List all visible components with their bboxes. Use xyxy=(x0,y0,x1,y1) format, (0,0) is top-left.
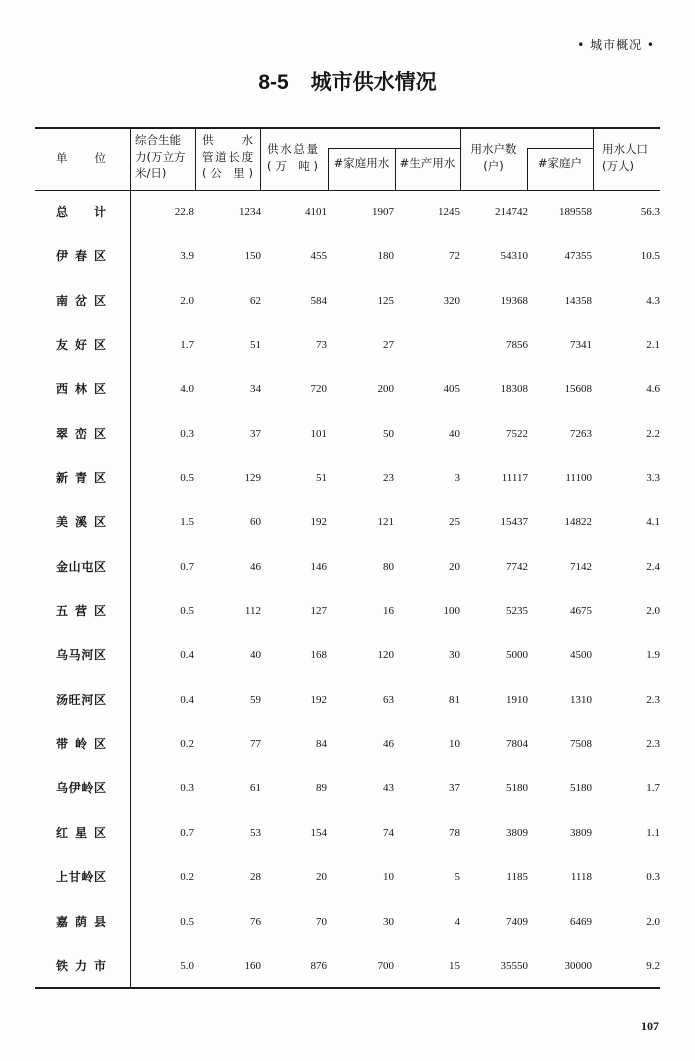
table-row xyxy=(0,633,695,677)
cell-production-water: 10 xyxy=(449,738,460,751)
table-row xyxy=(0,766,695,810)
cell-capacity: 2.0 xyxy=(180,294,194,307)
cell-household-water: 120 xyxy=(377,649,394,662)
cell-household-water: 10 xyxy=(383,871,394,884)
cell-household-water: 121 xyxy=(377,516,394,529)
table-row xyxy=(0,589,695,633)
cell-pipe-length: 51 xyxy=(250,339,261,352)
cell-household-water: 43 xyxy=(383,782,394,795)
header-user-households xyxy=(460,141,527,174)
cell-family-households: 7142 xyxy=(570,560,592,573)
section-header: • 城市概况 • xyxy=(577,38,655,52)
header-line: (万 吨) xyxy=(267,158,318,173)
row-label: 美 溪 区 xyxy=(56,515,106,530)
header-population xyxy=(602,141,658,174)
cell-family-households: 3809 xyxy=(570,826,592,839)
cell-total-supply: 876 xyxy=(310,959,327,972)
cell-household-water: 50 xyxy=(383,427,394,440)
cell-total-supply: 70 xyxy=(316,915,327,928)
cell-family-households: 4500 xyxy=(570,649,592,662)
cell-total-supply: 101 xyxy=(310,427,327,440)
cell-user-households: 7804 xyxy=(506,738,528,751)
header-line: 用水户数 xyxy=(470,142,517,156)
header-family-households xyxy=(527,155,593,172)
cell-capacity: 4.0 xyxy=(180,383,194,396)
cell-pipe-length: 112 xyxy=(244,605,261,618)
cell-household-water: 1907 xyxy=(372,206,394,218)
header-line: 管道长度 xyxy=(202,149,253,164)
cell-household-water: 74 xyxy=(383,826,394,839)
cell-household-water: 63 xyxy=(383,693,394,706)
cell-production-water: 78 xyxy=(449,826,460,839)
header-pipe-length xyxy=(202,132,253,182)
row-label: 金山屯区 xyxy=(56,559,106,574)
row-label: 五 营 区 xyxy=(56,604,106,619)
header-unit xyxy=(56,150,106,167)
row-label: 带 岭 区 xyxy=(56,737,106,752)
cell-population: 2.3 xyxy=(646,693,660,706)
cell-pipe-length: 28 xyxy=(250,871,261,884)
column-divider xyxy=(593,128,594,190)
cell-capacity: 0.2 xyxy=(180,738,194,751)
cell-population: 10.5 xyxy=(640,250,660,263)
cell-family-households: 1118 xyxy=(570,871,592,884)
header-line: #生产用水 xyxy=(399,156,456,170)
cell-family-households: 30000 xyxy=(564,959,592,972)
cell-capacity: 0.7 xyxy=(180,560,194,573)
header-line: 米/日) xyxy=(135,166,167,180)
cell-pipe-length: 59 xyxy=(250,693,261,706)
row-label: 乌伊岭区 xyxy=(56,781,106,796)
table-top-rule xyxy=(35,127,660,129)
cell-production-water: 5 xyxy=(454,871,460,884)
cell-production-water: 100 xyxy=(443,605,460,618)
cell-user-households: 19368 xyxy=(500,294,528,307)
header-capacity xyxy=(135,132,195,182)
cell-pipe-length: 160 xyxy=(244,959,261,972)
cell-population: 2.3 xyxy=(646,738,660,751)
header-line: (公 里) xyxy=(202,166,253,180)
cell-capacity: 1.5 xyxy=(180,516,194,529)
row-label: 新 青 区 xyxy=(56,471,106,486)
cell-family-households: 15608 xyxy=(564,383,592,396)
table-title: 城市供水情况 xyxy=(310,70,437,94)
cell-household-water: 125 xyxy=(377,294,394,307)
cell-production-water: 30 xyxy=(449,649,460,662)
table-row xyxy=(0,855,695,899)
header-line: (户) xyxy=(483,158,504,173)
cell-family-households: 14822 xyxy=(564,516,592,529)
cell-user-households: 7742 xyxy=(506,560,528,573)
row-label: 乌马河区 xyxy=(56,648,106,663)
header-line: 用水人口 xyxy=(602,142,648,156)
cell-pipe-length: 34 xyxy=(250,383,261,396)
cell-user-households: 214742 xyxy=(495,206,528,218)
cell-total-supply: 51 xyxy=(316,472,327,485)
page-number: 107 xyxy=(641,1019,659,1033)
cell-capacity: 1.7 xyxy=(180,339,194,352)
cell-population: 0.3 xyxy=(646,871,660,884)
cell-family-households: 14358 xyxy=(564,294,592,307)
cell-user-households: 3809 xyxy=(506,826,528,839)
cell-user-households: 18308 xyxy=(500,383,528,396)
header-line: 供 水 xyxy=(202,133,253,147)
row-label: 友 好 区 xyxy=(56,338,106,353)
cell-capacity: 0.5 xyxy=(180,915,194,928)
cell-production-water: 20 xyxy=(449,560,460,573)
cell-total-supply: 20 xyxy=(316,871,327,884)
header-line: #家庭户 xyxy=(537,156,583,170)
table-row xyxy=(0,944,695,988)
cell-capacity: 0.4 xyxy=(180,649,194,662)
cell-production-water: 81 xyxy=(449,693,460,706)
cell-capacity: 0.5 xyxy=(180,605,194,618)
header-line: 供水总量 xyxy=(267,142,318,156)
cell-pipe-length: 1234 xyxy=(239,206,261,218)
cell-pipe-length: 61 xyxy=(250,782,261,795)
cell-total-supply: 127 xyxy=(310,605,327,618)
cell-total-supply: 89 xyxy=(316,782,327,795)
cell-pipe-length: 40 xyxy=(250,649,261,662)
cell-production-water: 4 xyxy=(454,915,460,928)
cell-total-supply: 4101 xyxy=(305,206,327,218)
row-label: 总 计 xyxy=(56,205,106,219)
cell-family-households: 7341 xyxy=(570,339,592,352)
cell-total-supply: 73 xyxy=(316,339,327,352)
cell-production-water: 405 xyxy=(443,383,460,396)
table-row xyxy=(0,367,695,411)
cell-production-water: 25 xyxy=(449,516,460,529)
cell-pipe-length: 129 xyxy=(244,472,261,485)
cell-household-water: 16 xyxy=(383,605,394,618)
cell-population: 3.3 xyxy=(646,472,660,485)
cell-capacity: 5.0 xyxy=(180,959,194,972)
cell-pipe-length: 37 xyxy=(250,427,261,440)
cell-capacity: 0.4 xyxy=(180,693,194,706)
row-label: 红 星 区 xyxy=(56,825,106,840)
cell-total-supply: 455 xyxy=(310,250,327,263)
cell-capacity: 0.2 xyxy=(180,871,194,884)
cell-family-households: 189558 xyxy=(559,206,592,218)
cell-population: 2.1 xyxy=(646,339,660,352)
cell-population: 56.3 xyxy=(640,206,660,218)
cell-pipe-length: 77 xyxy=(250,738,261,751)
cell-production-water: 15 xyxy=(449,959,460,972)
cell-total-supply: 192 xyxy=(310,516,327,529)
cell-population: 4.6 xyxy=(646,383,660,396)
row-label: 西 林 区 xyxy=(56,382,106,397)
table-row xyxy=(0,279,695,323)
page-title xyxy=(0,68,695,97)
cell-pipe-length: 53 xyxy=(250,826,261,839)
table-body xyxy=(0,190,695,988)
cell-pipe-length: 76 xyxy=(250,915,261,928)
cell-user-households: 15437 xyxy=(500,516,528,529)
table-row xyxy=(0,234,695,278)
cell-production-water xyxy=(394,323,460,367)
header-total-supply xyxy=(267,141,318,174)
cell-population: 2.0 xyxy=(646,915,660,928)
cell-pipe-length: 62 xyxy=(250,294,261,307)
cell-population: 4.1 xyxy=(646,516,660,529)
cell-population: 1.9 xyxy=(646,649,660,662)
cell-population: 9.2 xyxy=(646,959,660,972)
row-label: 伊 春 区 xyxy=(56,249,106,264)
cell-production-water: 40 xyxy=(449,427,460,440)
row-label: 铁 力 市 xyxy=(56,958,106,973)
cell-household-water: 23 xyxy=(383,472,394,485)
cell-user-households: 5000 xyxy=(506,649,528,662)
cell-total-supply: 154 xyxy=(310,826,327,839)
cell-family-households: 1310 xyxy=(570,693,592,706)
table-row xyxy=(0,323,695,367)
cell-household-water: 180 xyxy=(377,250,394,263)
cell-production-water: 1245 xyxy=(438,206,460,218)
cell-user-households: 5235 xyxy=(506,605,528,618)
cell-capacity: 22.8 xyxy=(174,206,194,218)
cell-household-water: 46 xyxy=(383,738,394,751)
cell-household-water: 700 xyxy=(377,959,394,972)
row-label: 上甘岭区 xyxy=(56,870,106,885)
table-row xyxy=(0,456,695,500)
table-row xyxy=(0,811,695,855)
cell-family-households: 11100 xyxy=(565,472,592,485)
cell-pipe-length: 46 xyxy=(250,560,261,573)
cell-user-households: 5180 xyxy=(506,782,528,795)
column-divider xyxy=(260,128,261,190)
cell-capacity: 0.3 xyxy=(180,782,194,795)
cell-user-households: 35550 xyxy=(500,959,528,972)
table-number: 8-5 xyxy=(258,71,289,94)
table-row xyxy=(0,500,695,544)
row-label: 汤旺河区 xyxy=(56,692,106,707)
cell-total-supply: 84 xyxy=(316,738,327,751)
cell-capacity: 0.7 xyxy=(180,826,194,839)
cell-family-households: 6469 xyxy=(570,915,592,928)
cell-total-supply: 192 xyxy=(310,693,327,706)
cell-population: 2.0 xyxy=(646,605,660,618)
cell-total-supply: 146 xyxy=(310,560,327,573)
header-line: (万人) xyxy=(602,158,634,173)
cell-pipe-length: 150 xyxy=(244,250,261,263)
cell-user-households: 1910 xyxy=(506,693,528,706)
table-row xyxy=(0,412,695,456)
cell-total-supply: 168 xyxy=(310,649,327,662)
cell-production-water: 72 xyxy=(449,250,460,263)
cell-capacity: 3.9 xyxy=(180,250,194,263)
header-household-water xyxy=(328,155,395,172)
cell-production-water: 37 xyxy=(449,782,460,795)
cell-user-households: 7409 xyxy=(506,915,528,928)
table-row xyxy=(0,545,695,589)
row-label: 嘉 荫 县 xyxy=(56,914,106,929)
cell-population: 2.4 xyxy=(646,560,660,573)
cell-household-water: 80 xyxy=(383,560,394,573)
cell-user-households: 1185 xyxy=(506,871,528,884)
cell-user-households: 11117 xyxy=(501,472,528,485)
cell-population: 1.1 xyxy=(646,826,660,839)
cell-user-households: 54310 xyxy=(500,250,528,263)
cell-total-supply: 584 xyxy=(310,294,327,307)
subheader-rule-supply xyxy=(328,148,460,149)
table-row xyxy=(0,678,695,722)
cell-capacity: 0.3 xyxy=(180,427,194,440)
cell-population: 1.7 xyxy=(646,782,660,795)
cell-pipe-length: 60 xyxy=(250,516,261,529)
header-line: 综合生能 xyxy=(135,133,181,147)
cell-capacity: 0.5 xyxy=(180,472,194,485)
cell-family-households: 4675 xyxy=(570,605,592,618)
cell-production-water: 320 xyxy=(443,294,460,307)
cell-household-water: 200 xyxy=(377,383,394,396)
cell-user-households: 7522 xyxy=(506,427,528,440)
cell-production-water: 3 xyxy=(454,472,460,485)
subheader-rule-households xyxy=(527,148,593,149)
column-divider xyxy=(195,128,196,190)
cell-family-households: 7263 xyxy=(570,427,592,440)
table-row xyxy=(0,190,695,234)
cell-household-water: 27 xyxy=(383,339,394,352)
cell-total-supply: 720 xyxy=(310,383,327,396)
cell-population: 2.2 xyxy=(646,427,660,440)
cell-family-households: 7508 xyxy=(570,738,592,751)
header-production-water xyxy=(395,155,460,172)
row-label: 南 岔 区 xyxy=(56,293,106,308)
header-unit-label: 单 位 xyxy=(56,151,106,165)
cell-population: 4.3 xyxy=(646,294,660,307)
cell-household-water: 30 xyxy=(383,915,394,928)
cell-family-households: 5180 xyxy=(570,782,592,795)
header-line: #家庭用水 xyxy=(333,156,390,170)
header-line: 力(万立方 xyxy=(135,149,186,164)
row-label: 翠 峦 区 xyxy=(56,426,106,441)
table-row xyxy=(0,900,695,944)
cell-user-households: 7856 xyxy=(506,339,528,352)
cell-family-households: 47355 xyxy=(564,250,592,263)
table-row xyxy=(0,722,695,766)
